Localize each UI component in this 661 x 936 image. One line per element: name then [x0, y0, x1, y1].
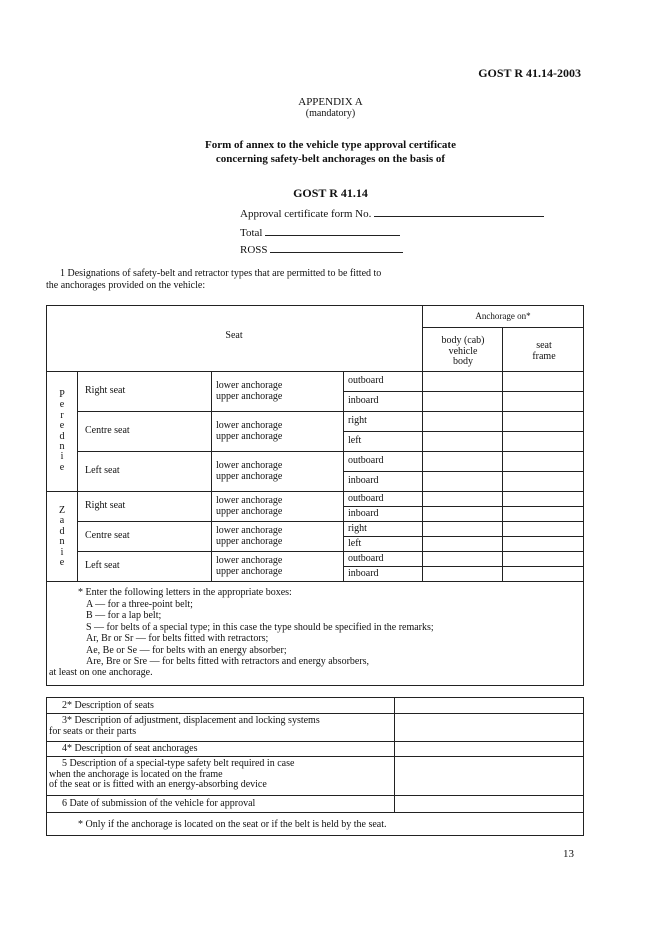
sub-row-separator [343, 431, 584, 432]
position-option: outboard [348, 455, 384, 466]
table-2-row-line [46, 713, 584, 714]
description-row: 4* Description of seat anchorages [62, 743, 198, 754]
ross-label: ROSS [240, 244, 268, 256]
position-option: right [348, 415, 367, 426]
table-2-row-line [46, 812, 584, 813]
body-column-header: body (cab) vehicle body [441, 335, 485, 367]
paragraph-1-line-2: the anchorages provided on the vehicle: [46, 280, 206, 291]
anchorage-position: lower anchorage upper anchorage [216, 460, 283, 482]
total-line [240, 227, 400, 239]
ross-field [270, 252, 403, 253]
ross-line [240, 244, 403, 256]
certificate-line [240, 208, 544, 220]
position-option: inboard [348, 508, 379, 519]
seat-name: Left seat [85, 560, 120, 571]
position-option: inboard [348, 475, 379, 486]
position-option: outboard [348, 493, 384, 504]
appendix-note: (mandatory) [305, 108, 356, 119]
frame-column-header: seat frame [532, 340, 556, 362]
seat-name: Right seat [85, 385, 126, 396]
group-divider [77, 371, 78, 581]
anchorage-position: lower anchorage upper anchorage [216, 525, 283, 547]
col-divider-2 [502, 327, 503, 581]
position-option: outboard [348, 553, 384, 564]
table-2-row-line [46, 741, 584, 742]
rear-group-label: Z a d n i e [58, 505, 66, 569]
paragraph-1-line-1: 1 Designations of safety-belt and retractor types that are permitted to be fitted to [60, 268, 382, 279]
row-separator [77, 521, 584, 522]
form-title-line-1: Form of annex to the vehicle type approval certificate [205, 139, 456, 151]
position-option: right [348, 523, 367, 534]
front-group-label: P e r e d n i e [59, 389, 65, 473]
row-separator [77, 411, 584, 412]
description-row: 2* Description of seats [62, 700, 154, 711]
total-field [265, 235, 400, 236]
group-separator [46, 491, 584, 492]
notes-separator [46, 581, 584, 582]
sub-row-separator [343, 566, 584, 567]
table-notes: * Enter the following letters in the appropriate boxes: A — for a three-point belt; B — for a lap belt; S — for belts of a special type; in this case the type should be specified in the remarks; Ar, Br or Sr — for belts fitted with retractors; Ae, Be or Se — for belts with an energy absorber; Are, Bre or Sre — for belts fitted with retractors and energy absorbers, [78, 587, 434, 667]
description-row: 3* Description of adjustment, displacement and locking systems for seats or their parts [49, 715, 320, 737]
header-divider [422, 327, 584, 328]
position-option: outboard [348, 375, 384, 386]
document-code: GOST R 41.14-2003 [478, 66, 581, 80]
description-row: 6 Date of submission of the vehicle for approval [62, 798, 256, 809]
sub-row-separator [343, 471, 584, 472]
standard-title: GOST R 41.14 [293, 186, 368, 200]
sub-row-separator [343, 506, 584, 507]
position-option: inboard [348, 395, 379, 406]
anchorage-position: lower anchorage upper anchorage [216, 380, 283, 402]
anchorage-position: lower anchorage upper anchorage [216, 555, 283, 577]
position-option: inboard [348, 568, 379, 579]
seat-name: Right seat [85, 500, 126, 511]
description-row: 5 Description of a special-type safety belt required in case when the anchorage is located on the frame of the seat or is fitted with an energy-absorbing device [49, 758, 295, 790]
total-label: Total [240, 227, 263, 239]
certificate-label: Approval certificate form No. [240, 208, 372, 220]
seat-header: Seat [225, 330, 243, 341]
page-number: 13 [563, 848, 574, 860]
certificate-number-field [374, 216, 544, 217]
table-2-row-line [46, 795, 584, 796]
position-option: left [348, 538, 362, 549]
description-footnote: * Only if the anchorage is located on the seat or if the belt is held by the seat. [78, 819, 387, 830]
table-notes-tail: at least on one anchorage. [49, 667, 153, 678]
seat-name: Centre seat [85, 425, 130, 436]
sub-row-separator [343, 536, 584, 537]
header-bottom [46, 371, 584, 372]
row-separator [77, 551, 584, 552]
appendix-title: APPENDIX A [298, 96, 363, 108]
sub-row-separator [343, 391, 584, 392]
position-divider [343, 371, 344, 581]
seat-divider [211, 371, 212, 581]
col-divider-1 [422, 305, 423, 581]
anchorage-position: lower anchorage upper anchorage [216, 420, 283, 442]
anchorage-position: lower anchorage upper anchorage [216, 495, 283, 517]
form-title-line-2: concerning safety-belt anchorages on the basis of [215, 153, 446, 165]
position-option: left [348, 435, 362, 446]
row-separator [77, 451, 584, 452]
seat-name: Centre seat [85, 530, 130, 541]
table-2-row-line [46, 756, 584, 757]
fixing-header: Anchorage on* [475, 311, 531, 321]
seat-name: Left seat [85, 465, 120, 476]
